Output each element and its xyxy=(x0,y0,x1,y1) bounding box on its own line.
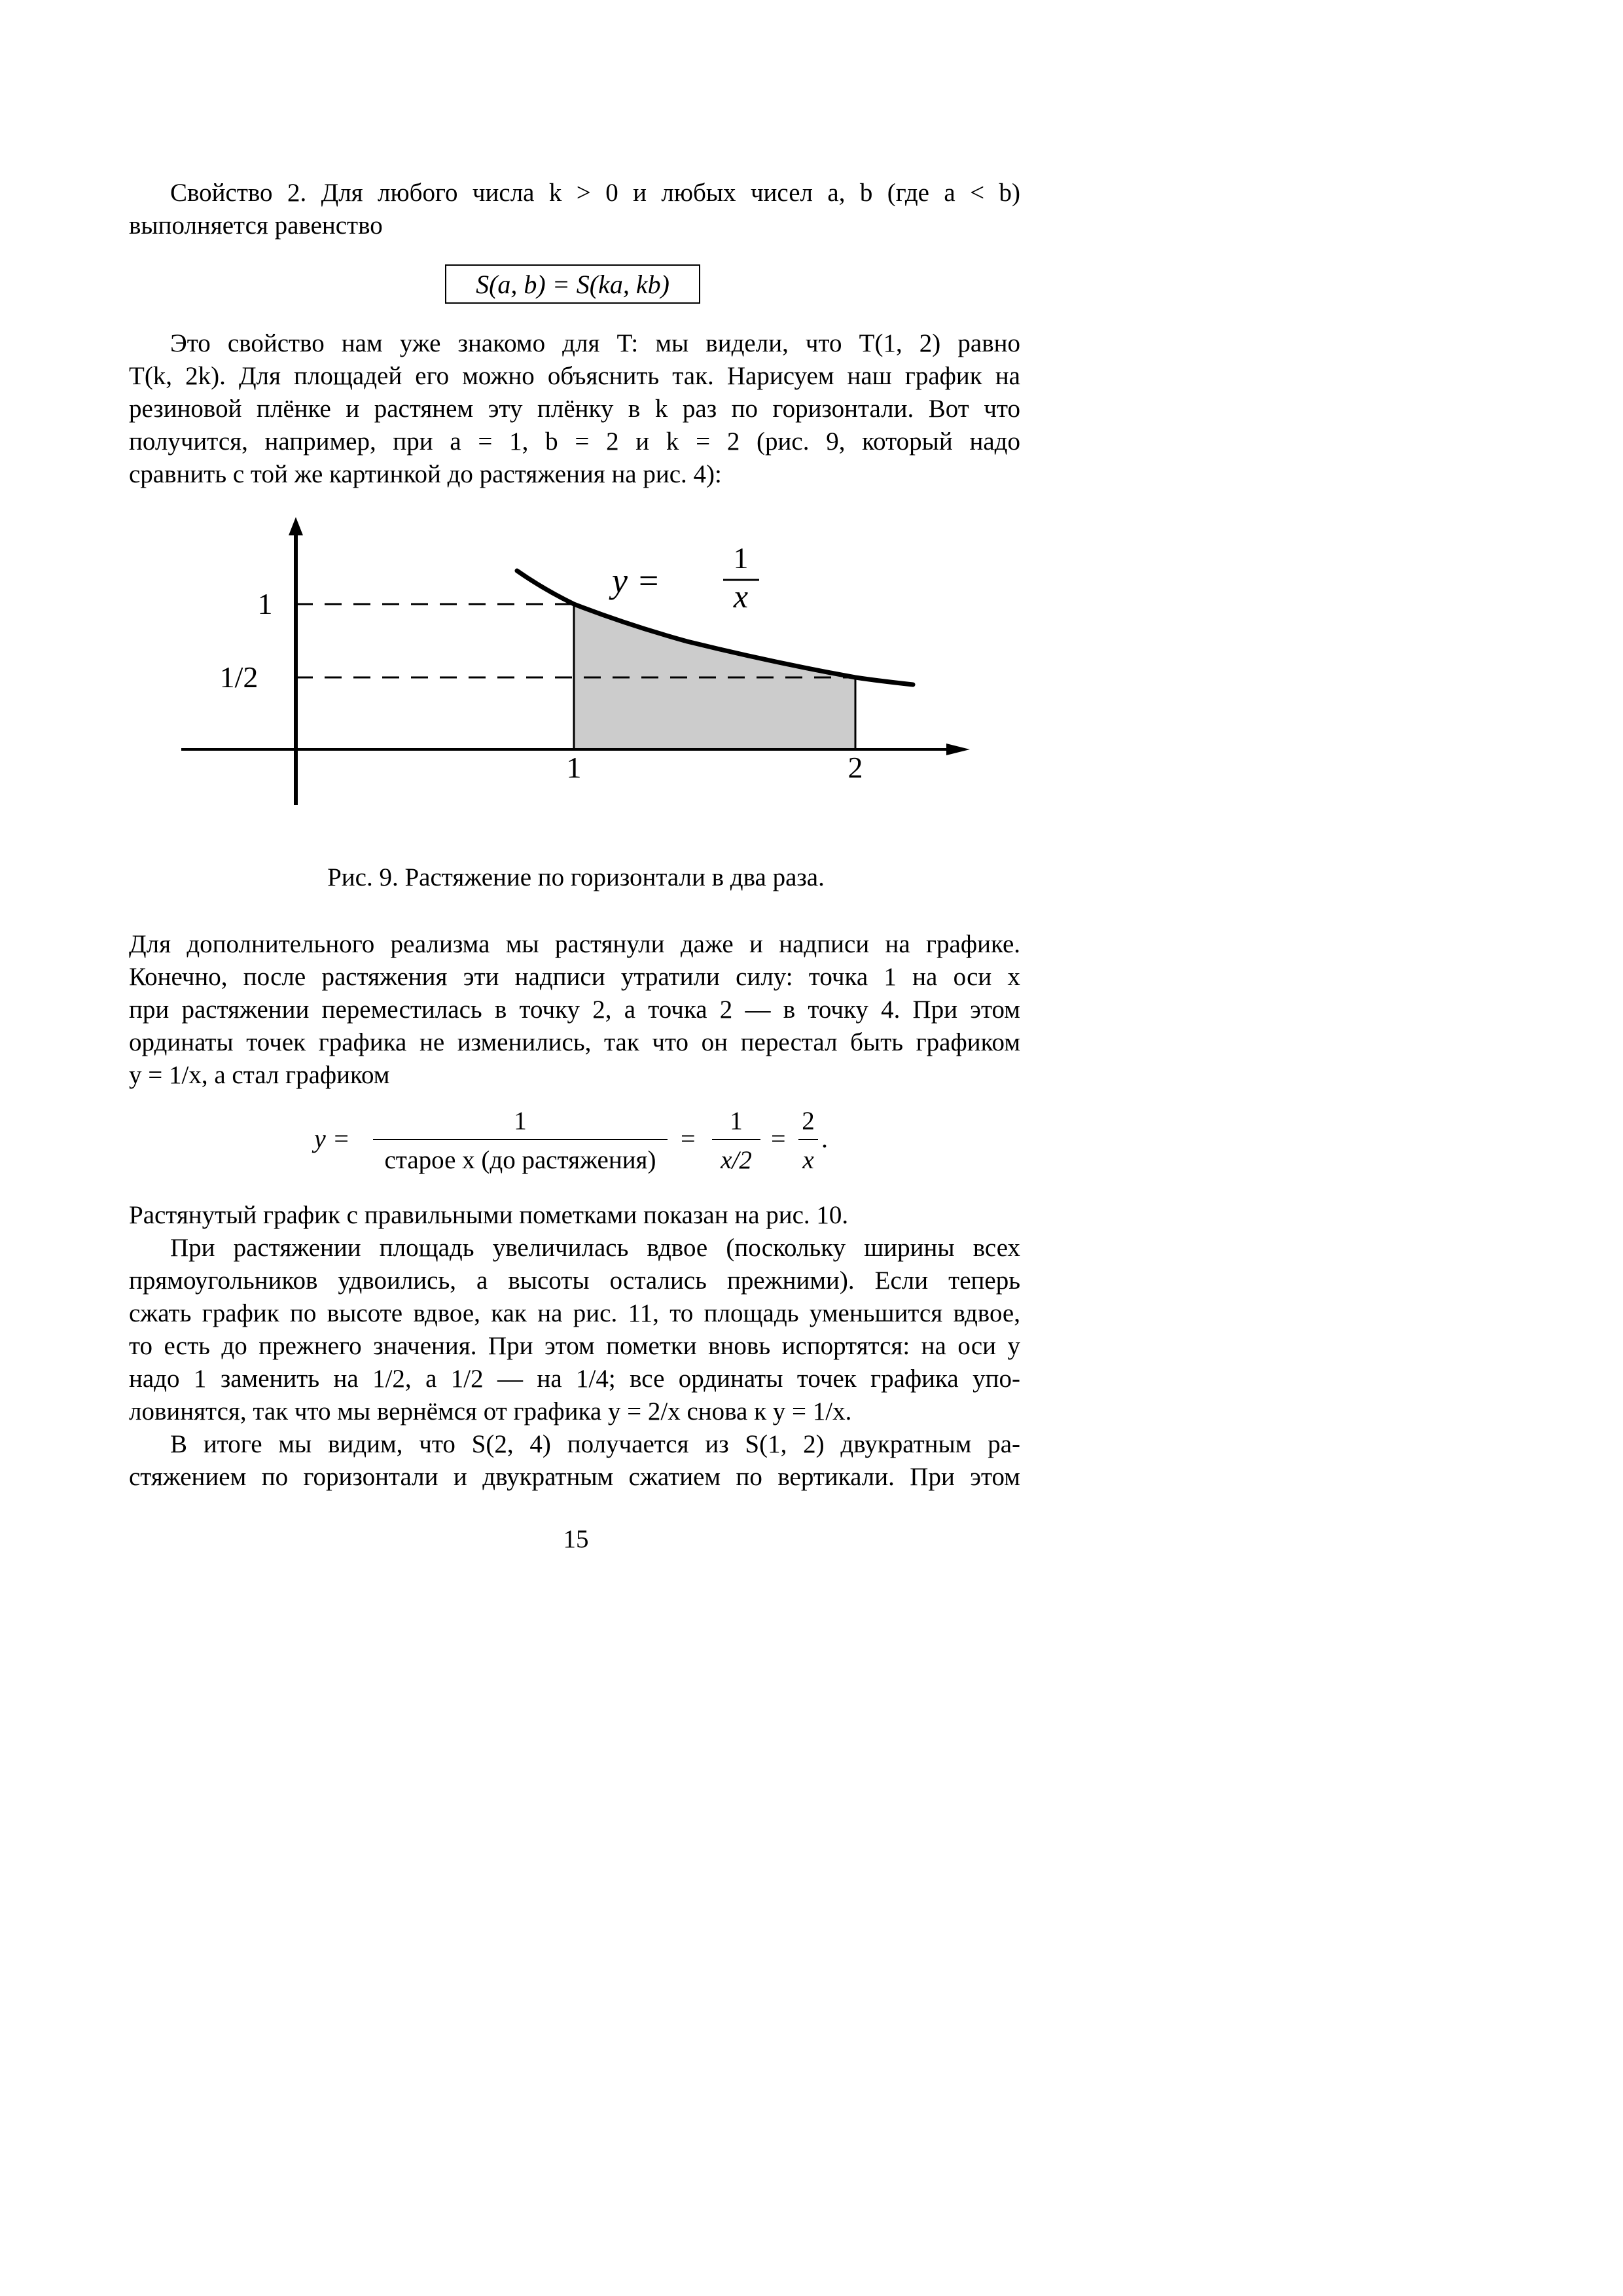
formula-frac1-num: 1 xyxy=(514,1107,527,1135)
curve-label-num: 1 xyxy=(733,541,749,575)
figure-caption: Рис. 9. Растяжение по горизонтали в два раза. xyxy=(327,863,825,891)
text-line: надо 1 заменить на 1/2, а 1/2 — на 1/4; все ординаты точек графика упо- xyxy=(129,1365,1020,1393)
curve-label-den: x xyxy=(733,578,749,615)
text-line: ловинятся, так что мы вернёмся от графика y = 2/x снова к y = 1/x. xyxy=(129,1397,852,1426)
display-formula xyxy=(301,1103,890,1188)
paragraph-figure-10-ref xyxy=(129,1199,1020,1232)
text-line: T(k, 2k). Для площадей его можно объяснить так. Нарисуем наш график на xyxy=(129,362,1020,390)
text-line: Конечно, после растяжения эти надписи утратили силу: точка 1 на оси x xyxy=(129,963,1020,991)
text-line: Растянутый график с правильными пометками показан на рис. 10. xyxy=(129,1201,849,1229)
formula-eq1: = xyxy=(681,1124,696,1153)
text-line: при растяжении переместилась в точку 2, а точка 2 — в точку 4. При этом xyxy=(129,996,1020,1024)
text-line: сравнить с той же картинкой до растяжения на рис. 4): xyxy=(129,460,722,488)
text-line: сжать график по высоте вдвое, как на рис. 11, то площадь уменьшится вдвое, xyxy=(129,1299,1020,1327)
text-line: резиновой плёнке и растянем эту плёнку в k раз по горизонтали. Вот что xyxy=(129,395,1020,423)
boxed-formula: S(a, b) = S(ka, kb) xyxy=(445,264,700,304)
y-tick-label-half: 1/2 xyxy=(219,660,259,694)
formula-frac2-den: x/2 xyxy=(721,1146,752,1174)
text-line: В итоге мы видим, что S(2, 4) получается из S(1, 2) двукратным ра- xyxy=(170,1430,1020,1458)
figure-9-graph xyxy=(0,511,1047,818)
formula-end: . xyxy=(821,1124,828,1153)
formula-frac3-den: x xyxy=(802,1146,814,1174)
formula-frac3-num: 2 xyxy=(802,1107,815,1135)
text-line: получится, например, при a = 1, b = 2 и k = 2 (рис. 9, который надо xyxy=(129,427,1020,456)
text-line: y = 1/x, а стал графиком xyxy=(129,1061,390,1089)
text-line: выполняется равенство xyxy=(129,211,383,240)
formula-lhs: y = xyxy=(314,1124,350,1153)
text-line: стяжением по горизонтали и двукратным сжатием по вертикали. При этом xyxy=(129,1463,1020,1491)
text-line: Это свойство нам уже знакомо для T: мы видели, что T(1, 2) равно xyxy=(170,329,1020,357)
text-line: Свойство 2. Для любого числа k > 0 и любых чисел a, b (где a < b) xyxy=(170,179,1020,207)
paragraph-property-2 xyxy=(129,177,1020,242)
text-line: прямоугольников удвоились, а высоты остались прежними). Если теперь xyxy=(129,1266,1020,1295)
text-line: При растяжении площадь увеличилась вдвое (поскольку ширины всех xyxy=(170,1234,1020,1262)
x-axis-arrow xyxy=(946,744,970,755)
y-axis-arrow xyxy=(289,517,303,535)
text-line: Для дополнительного реализма мы растянули даже и надписи на графике. xyxy=(129,930,1020,958)
page-number: 15 xyxy=(563,1525,589,1553)
y-tick-label-1: 1 xyxy=(257,587,273,620)
formula-eq2: = xyxy=(771,1124,786,1153)
formula-frac1-den: старое x (до растяжения) xyxy=(384,1146,656,1174)
paragraph-realism xyxy=(129,928,1020,1092)
formula-frac2-num: 1 xyxy=(730,1107,743,1135)
x-tick-label-2: 2 xyxy=(847,751,863,784)
curve-label-lhs: y = xyxy=(612,561,660,600)
text-line: то есть до прежнего значения. При этом пометки вновь испортятся: на оси y xyxy=(129,1332,1020,1360)
paragraph-conclusion xyxy=(129,1428,1020,1494)
x-tick-label-1: 1 xyxy=(566,751,582,784)
text-line: ординаты точек графика не изменились, так что он перестал быть графиком xyxy=(129,1028,1020,1056)
paragraph-area-doubling xyxy=(129,1232,1020,1428)
paragraph-explanation xyxy=(129,327,1020,491)
